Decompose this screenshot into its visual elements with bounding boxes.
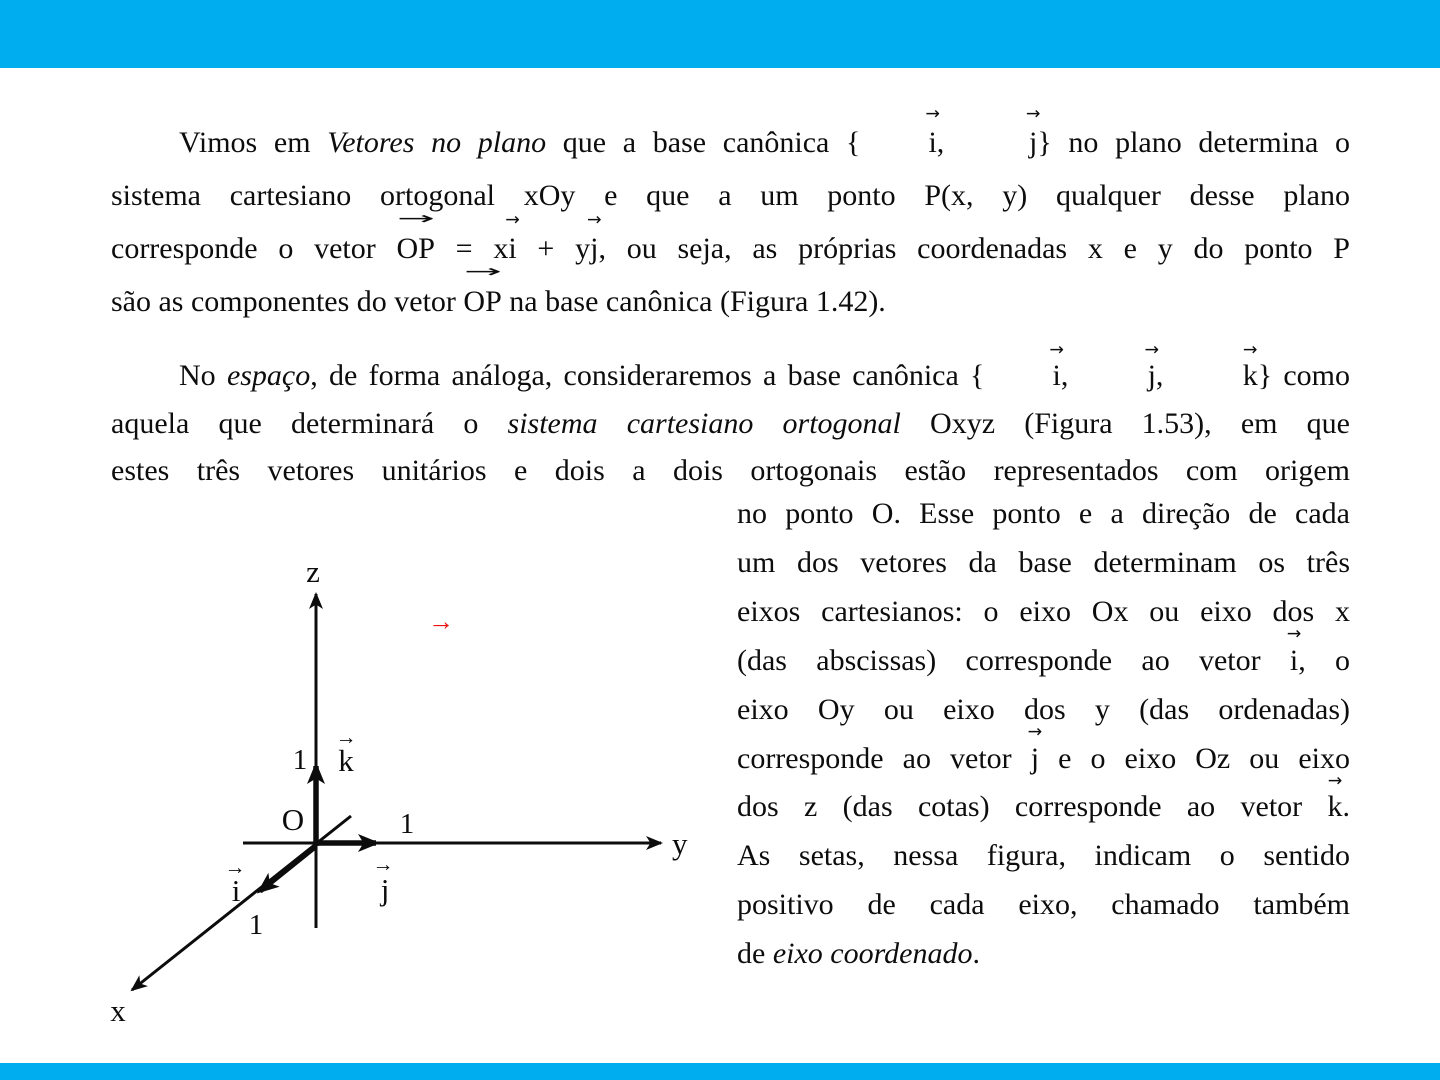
text-span: que a base canônica {: [546, 126, 861, 159]
vector-symbol: → j: [1080, 352, 1156, 400]
figure-1-53: [80, 540, 700, 1040]
text-span: = x: [434, 232, 509, 265]
text-line: [737, 624, 1351, 686]
text-line: [111, 261, 1350, 328]
coordinate-system-diagram: [80, 540, 700, 1040]
vector-symbol: → i: [860, 116, 936, 169]
j-vector-arrow-icon: →: [372, 852, 394, 876]
text-span: um dos vetores da base determinam os três: [737, 545, 1350, 579]
text-line: [111, 169, 1350, 222]
text-span: .: [972, 937, 980, 971]
text-span: , de forma análoga, consideraremos a base canônica {: [310, 359, 985, 392]
vector-arrow-icon: →: [1327, 771, 1343, 791]
origin-label: O: [281, 802, 305, 837]
red-arrow-annotation: →: [428, 607, 454, 636]
text-line: [737, 686, 1350, 735]
text-line: [111, 400, 1350, 448]
paragraph-1: [111, 103, 1351, 328]
text-span: , o: [1298, 643, 1351, 677]
text-span: corresponde o vetor: [111, 232, 397, 265]
text-span: eixos cartesianos: o eixo Ox ou eixo dos x: [737, 594, 1350, 628]
text-span: .: [1342, 790, 1350, 824]
vector-arrow-icon: →: [1242, 339, 1258, 360]
x-axis-label: x: [110, 993, 126, 1028]
vector-symbol: → j: [586, 209, 602, 265]
text-span: sistema cartesiano ortogonal xOy e que a um ponto P(x, y) qualquer desse plano: [111, 179, 1350, 212]
vector-arrow-icon: →: [396, 208, 435, 229]
vector-symbol: → k: [1327, 771, 1343, 824]
vector-arrow-icon: →: [505, 209, 520, 230]
text-line: [737, 771, 1350, 832]
vector-arrow-icon: →: [1025, 103, 1041, 124]
text-span: no ponto O. Esse ponto e a direção de cada: [737, 497, 1350, 530]
text-span: , ou seja, as próprias coordenadas x e y do ponto P: [598, 232, 1350, 265]
i-vector-arrow-icon: →: [224, 855, 246, 879]
text-span: dos z (das cotas) corresponde ao vetor: [737, 790, 1328, 824]
text-line: [737, 832, 1350, 881]
text-line: [737, 722, 1350, 784]
text-span: No: [179, 359, 227, 392]
vector-arrow-icon: →: [1144, 339, 1160, 360]
text-line: [737, 539, 1350, 588]
text-line: [737, 588, 1350, 637]
right-column-text: [737, 490, 1350, 979]
text-line: [111, 208, 1350, 275]
k-vector-label: k: [338, 743, 354, 778]
y-axis-label: y: [672, 826, 688, 861]
i-vector-line: [260, 846, 316, 891]
italic-text: Vetores no plano: [327, 126, 547, 159]
text-span: estes três vetores unitários e dois a dois ortogonais estão representados com origem: [111, 454, 1350, 487]
text-span: corresponde ao vetor: [737, 741, 1031, 775]
text-span: na base canônica (Figura 1.42).: [501, 285, 886, 318]
text-line: [111, 103, 1351, 169]
text-span: são as componentes do vetor: [111, 285, 464, 318]
italic-text: espaço: [226, 359, 311, 392]
text-line: [737, 490, 1350, 539]
text-span: ,: [936, 126, 961, 159]
text-line: [737, 930, 1350, 979]
text-line: [111, 447, 1350, 495]
text-span: Vimos em: [179, 126, 328, 159]
text-span: de: [737, 937, 773, 971]
text-span: (das abscissas) corresponde ao vetor: [737, 643, 1290, 677]
text-span: eixo Oy ou eixo dos y (das ordenadas): [737, 692, 1350, 726]
text-span: } como: [1257, 359, 1351, 392]
text-span: ,: [1155, 359, 1175, 392]
unit-tick-x: 1: [248, 909, 264, 941]
text-line: [737, 881, 1350, 930]
j-vector-label: j: [380, 872, 390, 907]
bottom-banner: [0, 1063, 1440, 1080]
k-vector-arrow-icon: →: [335, 725, 357, 749]
text-span: aquela que determinará o: [111, 406, 508, 440]
vector-arrow-icon: →: [1027, 722, 1043, 743]
i-vector-label: i: [231, 873, 241, 908]
unit-tick-z: 1: [292, 744, 308, 776]
vector-arrow-icon: →: [1049, 339, 1064, 360]
vector-symbol: → i: [984, 352, 1060, 400]
text-span: e o eixo Oz ou eixo: [1039, 741, 1350, 775]
vector-arrow-icon: →: [463, 261, 502, 282]
unit-tick-y: 1: [399, 808, 415, 840]
top-banner: [0, 0, 1440, 68]
text-span: + y: [516, 232, 591, 265]
vector-symbol: → j: [961, 116, 1037, 169]
vector-symbol: → OP: [396, 208, 435, 265]
italic-text: eixo coordenado: [772, 937, 973, 971]
vector-symbol: → OP: [463, 261, 502, 318]
vector-arrow-icon: →: [1286, 624, 1302, 645]
text-span: ,: [1060, 359, 1080, 392]
vector-symbol: → i: [1286, 624, 1302, 677]
vector-arrow-icon: →: [925, 103, 940, 124]
text-line: [111, 339, 1351, 400]
text-span: As setas, nessa figura, indicam o sentido: [737, 839, 1350, 873]
text-span: } no plano determina o: [1037, 126, 1351, 159]
vector-arrow-icon: →: [586, 209, 602, 230]
vector-symbol: → j: [1027, 722, 1043, 775]
italic-text: sistema cartesiano ortogonal: [507, 406, 901, 440]
paragraph-2: [111, 339, 1351, 495]
vector-symbol: → i: [505, 209, 520, 265]
z-axis-label: z: [306, 554, 320, 589]
text-span: Oxyz (Figura 1.53), em que: [900, 406, 1350, 440]
text-span: positivo de cada eixo, chamado também: [737, 888, 1350, 922]
vector-symbol: → k: [1175, 352, 1258, 400]
